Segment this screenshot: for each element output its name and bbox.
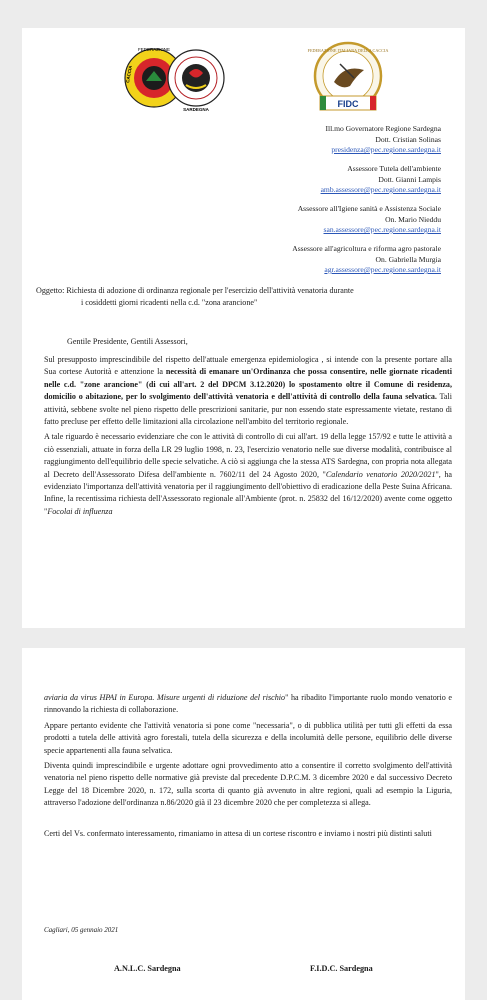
fidc-logo xyxy=(307,40,389,118)
recipient-role: Assessore all'agricoltura e riforma agro pastorale xyxy=(292,244,441,253)
recipient-email[interactable]: agr.assessore@pec.regione.sardegna.it xyxy=(324,265,441,274)
greeting: Gentile Presidente, Gentili Assessori, xyxy=(67,337,188,346)
paragraph-4: Diventa quindi imprescindibile e urgente adottare ogni provvedimento atto a consentire il corretto svolgimento dell'attività venatoria nel pieno rispetto delle normative già previste dal precedente D.P.C.M. 3 dicembre 2020 e dal successivo Decreto Legge del 18 Dicembre 2020, n. 172, sulla scorta di quanto già avvenuto in altre regioni, quali ad esempio la Liguria, attraverso l'adozione dell'ordinanza n.86/2020 già il 23 dicembre 2020 che per completezza si allega. xyxy=(44,761,452,808)
recipient-name: Dott. Gianni Lampis xyxy=(378,174,441,184)
closing-paragraph: Certi del Vs. confermato interessamento, rimaniamo in attesa di un cortese riscontro e inviamo i nostri più distinti saluti xyxy=(44,828,432,838)
letter-page-2 xyxy=(22,648,465,1000)
recipient-email[interactable]: amb.assessore@pec.regione.sardegna.it xyxy=(320,185,441,194)
continuation-italic: aviaria da virus HPAI in Europa. Misure urgenti di riduzione del rischio xyxy=(44,693,286,702)
paragraph-1-bold-request: necessità di emanare un'Ordinanza che possa consentire, nelle giornate ricadenti nelle c.d. "zone arancione" (di cui all'art. 2 del DPCM 3.12.2020) lo spostamento oltre il Comune di residenza, domicilio o abitazione, per lo svolgimento dell'attività venatoria e dell'attività di controllo della fauna selvatica. xyxy=(44,367,452,402)
subject-line-1: Oggetto: Richiesta di adozione di ordinanza regionale per l'esercizio dell'attività venatoria durante xyxy=(36,286,354,295)
logo-left-text-side: CACCIA xyxy=(125,65,134,84)
signature-anlc: A.N.L.C. Sardegna xyxy=(114,964,181,973)
signature-fidc: F.I.D.C. Sardegna xyxy=(310,964,373,973)
recipient-role: Assessore all'Igiene sanità e Assistenza Sociale xyxy=(297,204,441,213)
subject-line-2: i cosiddetti giorni ricadenti nella c.d. "zona arancione" xyxy=(81,298,258,307)
logo-right-arc-text: FEDERAZIONE ITALIANA DELLA CACCIA xyxy=(307,48,389,53)
anlc-sardegna-logo xyxy=(126,41,226,115)
recipient-email[interactable]: presidenza@pec.regione.sardegna.it xyxy=(331,145,441,154)
paragraph-2-italic-focolai: Focolai di influenza xyxy=(47,506,113,516)
paragraph-2-text-a: A tale riguardo è necessario evidenziare che con le attività di controllo di cui all'art. 19 della legge 157/92 e tutte le attività a ciò essenziali, attuate in forza della LR 29 luglio 1998, n. 23, l'esercizio venatorio nelle sue diverse modalità, contribuisce al raggiungimento dell'equilibrio delle specie selvatiche. A ciò si aggiunga che la stessa ATS Sardegna, con propria nota allegata al Decreto dell'Assessorato Difesa dell'ambiente n. 7602/11 del 24 Agosto 2020, " xyxy=(44,432,452,479)
paragraph-3: Appare pertanto evidente che l'attività venatoria si pone come "necessaria", o di pubblica utilità per tutti gli effetti da essa prodotti a tutela delle attività agro forestali, tutela della sicurezza e della incolumità delle persone, equilibrio delle diverse specie appartenenti alla fauna selvatica. xyxy=(44,720,452,755)
logo-left-text-bottom: SARDEGNA xyxy=(183,107,209,112)
continuation-text: " ha ribadito l'importante ruolo mondo venatorio e rinnovando la richiesta di collaborazione. xyxy=(44,693,452,715)
recipient-block-agricoltura xyxy=(292,244,441,276)
recipient-role: Assessore Tutela dell'ambiente xyxy=(347,164,441,173)
paragraph-2-text-c: ", ha evidenziato l'importanza dell'attività venatoria per il raggiungimento dell'obiettivo di eradicazione della Peste Suina Africana. Infine, la recentissima richiesta dell'Assessorato regionale all'Ambiente (prot. n. 25832 del 16/12/2020) avente come oggetto " xyxy=(44,469,453,516)
paragraph-2-italic-calendar: Calendario venatorio 2020/2021 xyxy=(325,469,436,479)
recipient-block-governor xyxy=(325,124,441,156)
paragraph-1-text-c: Tali attività, sebbene svolte nel pieno rispetto delle prescrizioni sanitarie, pur non essendo state espressamente vietate, restano di fatto precluse per effetto delle limitazioni alla circolazione nell'ambito del territorio regionale. xyxy=(44,392,452,427)
letter-body-page-1 xyxy=(44,354,452,521)
recipient-role: Ill.mo Governatore Regione Sardegna xyxy=(325,124,441,133)
paragraph-1 xyxy=(44,354,452,428)
paragraph-2-continuation xyxy=(44,692,452,717)
recipient-name: On. Mario Nieddu xyxy=(385,214,441,224)
logo-right-badge: FIDC xyxy=(337,99,359,109)
paragraph-1-text-a: Sul presupposto imprescindibile del rispetto dell'attuale emergenza epidemiologica , si intende con la presente portare alla Sua cortese Autorità e attenzione la xyxy=(44,355,452,377)
recipient-email[interactable]: san.assessore@pec.regione.sardegna.it xyxy=(323,225,441,234)
recipient-block-igiene xyxy=(298,204,441,236)
paragraph-2 xyxy=(44,431,452,518)
place-date: Cagliari, 05 gennaio 2021 xyxy=(44,926,119,934)
letter-body-page-2 xyxy=(44,692,452,843)
recipient-block-ambiente xyxy=(321,164,441,196)
recipient-name: Dott. Cristian Solinas xyxy=(375,134,441,144)
subject-line xyxy=(36,285,456,309)
logo-left-text-top: FEDERAZIONE xyxy=(137,47,171,52)
recipient-name: On. Gabriella Murgia xyxy=(375,254,441,264)
letter-page-1 xyxy=(22,28,465,628)
